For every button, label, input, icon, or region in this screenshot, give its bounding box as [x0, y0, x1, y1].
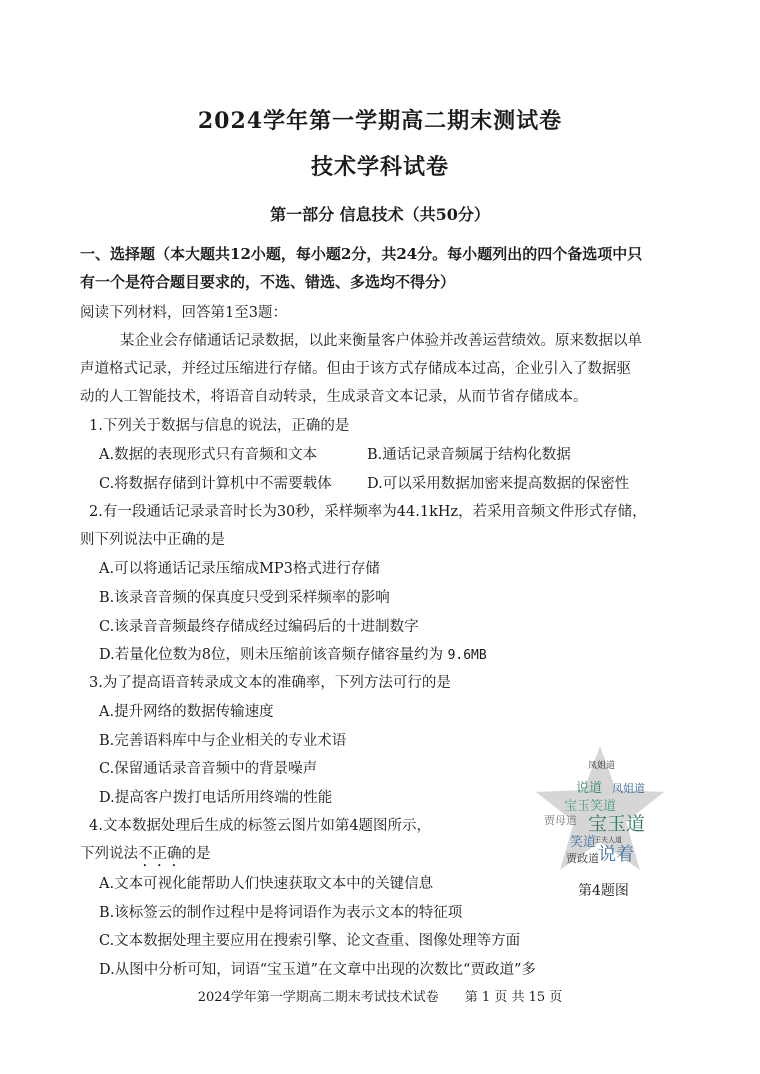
q4-option-d: D.从图中分析可知，词语“宝玉道”在文章中出现的次数比“贾政道”多	[99, 962, 536, 978]
q2-option-a: A.可以将通话记录压缩成MP3格式进行存储	[99, 561, 380, 577]
q3-option-b: B.完善语料库中与企业相关的专业术语	[99, 733, 347, 749]
q1-stem: 1.下列关于数据与信息的说法，正确的是	[89, 418, 350, 434]
q4-stem: 4.文本数据处理后生成的标签云图片如第4题图所示，	[89, 818, 432, 834]
q2-stem: 2.有一段通话记录录音时长为30秒，采样频率为44.1kHz，若采用音频文件形式存储，	[89, 504, 647, 520]
q2-option-d-text: D.若量化位数为8位，则未压缩前该音频存储容量约为	[99, 647, 443, 663]
figure-caption: 第4题图	[578, 883, 629, 899]
reading-paragraph-line3: 动的人工智能技术，将语音自动转录，生成录音文本记录，从而节省存储成本。	[80, 389, 588, 405]
q4-stem-pre: 下列说法	[80, 846, 138, 862]
q1-option-c: C.将数据存储到计算机中不需要载体	[99, 476, 332, 492]
q4-option-c: C.文本数据处理主要应用在搜索引擎、论文查重、图像处理等方面	[99, 933, 521, 949]
tag-cloud-figure	[530, 742, 670, 882]
tag-cloud-word: 贾政道	[566, 852, 599, 865]
tag-cloud-word: 宝玉道	[588, 813, 646, 835]
tag-cloud-word: 凤姐道	[612, 782, 645, 795]
tag-cloud-word: 贾母道	[544, 814, 577, 827]
tag-cloud-word: 笑道	[570, 835, 597, 850]
tag-cloud-word: 凤姐道	[588, 761, 616, 771]
q2-option-b: B.该录音音频的保真度只受到采样频率的影响	[99, 590, 390, 606]
q3-option-c: C.保留通话录音音频中的背景噪声	[99, 761, 318, 777]
q2-stem-line2: 则下列说法中正确的是	[80, 532, 225, 548]
q2-option-c: C.该录音音频最终存储成经过编码后的十进制数字	[99, 619, 419, 635]
section-heading-line2: 有一个是符合题目要求的，不选、错选、多选均不得分）	[80, 273, 456, 291]
reading-paragraph-line1: 某企业会存储通话记录数据，以此来衡量客户体验并改善运营绩效。原来数据以单	[120, 333, 642, 349]
q3-stem: 3.为了提高语音转录成文本的准确率，下列方法可行的是	[89, 675, 451, 691]
q4-stem-emphasis: 不正确	[138, 846, 182, 862]
q4-stem-line2	[80, 842, 211, 870]
tag-cloud-word: 说道	[576, 781, 603, 796]
tag-cloud-word: 说着	[598, 844, 634, 865]
reading-paragraph-line2: 声道格式记录，并经过压缩进行存储。但由于该方式存储成本过高，企业引入了数据驱	[80, 361, 631, 377]
q1-option-d: D.可以采用数据加密来提高数据的保密性	[367, 476, 630, 492]
q3-option-a: A.提升网络的数据传输速度	[99, 704, 274, 720]
tag-cloud-word: 王夫人道	[594, 836, 622, 844]
page-footer: 2024学年第一学期高二期末考试技术试卷 第 1 页 共 15 页	[197, 990, 563, 1005]
exam-title: 2024学年第一学期高二期末测试卷	[197, 108, 563, 134]
q1-option-a: A.数据的表现形式只有音频和文本	[99, 447, 318, 463]
q3-option-d: D.提高客户拨打电话所用终端的性能	[99, 790, 333, 806]
q1-option-b: B.通话记录音频属于结构化数据	[367, 447, 571, 463]
part-heading: 第一部分 信息技术（共50分）	[270, 205, 490, 224]
q4-stem-post: 的是	[181, 846, 211, 862]
q4-option-a: A.文本可视化能帮助人们快速获取文本中的关键信息	[99, 876, 434, 892]
section-heading-line1: 一、选择题（本大题共12小题，每小题2分，共24分。每小题列出的四个备选项中只	[80, 245, 643, 263]
q2-option-d-value: 9.6MB	[447, 648, 487, 663]
reading-intro: 阅读下列材料，回答第1至3题：	[80, 305, 287, 321]
tag-cloud-word: 宝玉笑道	[564, 799, 617, 814]
q2-option-d	[99, 643, 487, 664]
exam-subtitle: 技术学科试卷	[310, 154, 449, 180]
q4-option-b: B.该标签云的制作过程中是将词语作为表示文本的特征项	[99, 905, 463, 921]
